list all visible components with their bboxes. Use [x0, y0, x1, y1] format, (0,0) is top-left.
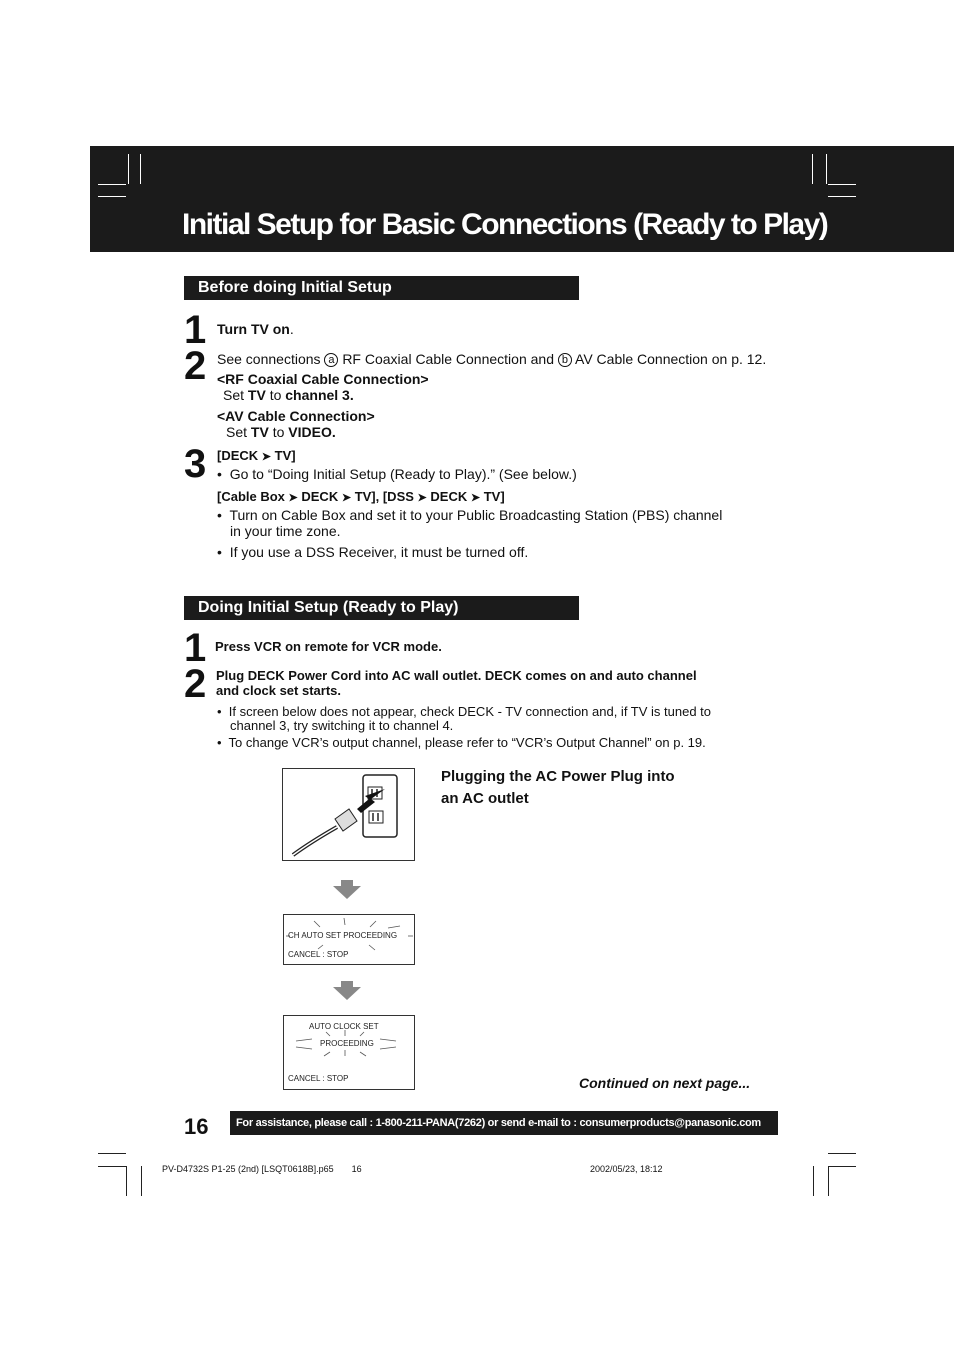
step-text: Press VCR on remote for VCR mode.: [215, 639, 442, 654]
bullet-item: • Turn on Cable Box and set it to your Public Broadcasting Station (PBS) channel: [217, 507, 723, 523]
continued-note: Continued on next page...: [579, 1075, 751, 1091]
step-number: 1: [184, 626, 207, 670]
crop-mark: [128, 154, 129, 184]
bullet-item-cont: in your time zone.: [230, 523, 341, 539]
crop-mark: [140, 154, 141, 184]
section-title-doing-setup: Doing Initial Setup (Ready to Play): [184, 596, 579, 620]
bullet-item: • To change VCR’s output channel, please refer to “VCR’s Output Channel” on p. 19.: [217, 735, 706, 750]
down-arrow-icon: [332, 981, 362, 1001]
crop-mark: [98, 1153, 126, 1154]
step-text: Turn TV on.: [217, 321, 294, 337]
page-number: 16: [184, 1114, 209, 1139]
crop-mark: [98, 196, 126, 197]
crop-mark: [126, 1166, 127, 1196]
step-number: 1: [184, 308, 207, 352]
crop-mark: [826, 154, 827, 184]
bullet-item: • Go to “Doing Initial Setup (Ready to Play).” (See below.): [217, 466, 577, 482]
arrow-right-icon: ➤: [261, 451, 272, 463]
crop-mark: [828, 1166, 856, 1167]
step-text: and clock set starts.: [216, 683, 341, 698]
crop-mark: [141, 1166, 142, 1196]
figure-caption: Plugging the AC Power Plug into an AC outlet: [441, 768, 675, 807]
page-title: Initial Setup for Basic Connections (Ready to Play): [182, 208, 828, 241]
step-number: 3: [184, 442, 207, 486]
bullet-item: • If screen below does not appear, check DECK - TV connection and, if TV is tuned to: [217, 704, 712, 719]
section-title-before-setup: Before doing Initial Setup: [184, 276, 579, 300]
crop-mark: [828, 184, 856, 185]
screen-text: PROCEEDING: [320, 1039, 374, 1048]
step-text: Plug DECK Power Cord into AC wall outlet. DECK comes on and auto channel: [216, 668, 697, 683]
bullet-item: • If you use a DSS Receiver, it must be turned off.: [217, 544, 529, 560]
crop-mark: [828, 1166, 829, 1196]
step-number: 2: [184, 344, 207, 388]
screen-text: CANCEL : STOP: [288, 1074, 349, 1083]
crop-mark: [812, 154, 813, 184]
print-slug: PV-D4732S P1-25 (2nd) [LSQT0618B].p65 16: [162, 1164, 362, 1174]
assistance-bar: For assistance, please call : 1-800-211-PANA(7262) or send e-mail to : consumerproducts@panasonic.com: [230, 1111, 778, 1135]
screen-text: AUTO CLOCK SET: [309, 1022, 379, 1031]
step-text: See connections a RF Coaxial Cable Connection and b AV Cable Connection on p. 12.: [217, 351, 767, 367]
av-heading: <AV Cable Connection>: [217, 408, 375, 424]
bullet-item-cont: channel 3, try switching it to channel 4.: [230, 718, 454, 733]
arrow-right-icon: ➤: [288, 492, 298, 504]
step-number: 2: [184, 662, 207, 706]
circle-label-a: a: [324, 353, 338, 367]
arrow-right-icon: ➤: [470, 492, 481, 504]
crop-mark: [98, 1166, 126, 1167]
av-instruction: Set TV to VIDEO.: [226, 424, 336, 440]
screen-text: CH AUTO SET PROCEEDING: [288, 931, 398, 940]
rf-heading: <RF Coaxial Cable Connection>: [217, 371, 429, 387]
circle-label-b: b: [558, 353, 572, 367]
down-arrow-icon: [332, 880, 362, 900]
arrow-right-icon: ➤: [341, 492, 352, 504]
tv-screen-clock-set: [283, 1015, 415, 1090]
plug-into-outlet-icon: [283, 769, 414, 860]
print-date: 2002/05/23, 18:12: [590, 1164, 663, 1174]
arrow-right-icon: ➤: [417, 492, 427, 504]
ac-outlet-illustration: [282, 768, 415, 861]
tv-screen-channel-set: [283, 914, 415, 965]
screen-text: CANCEL : STOP: [288, 950, 349, 959]
rf-instruction: Set TV to channel 3.: [223, 387, 354, 403]
cable-dss-heading: [Cable Box ➤ DECK ➤ TV], [DSS ➤ DECK ➤ TV]: [217, 489, 505, 504]
crop-mark: [828, 1153, 856, 1154]
deck-tv-heading: [DECK ➤ TV]: [217, 448, 296, 463]
crop-mark: [828, 196, 856, 197]
crop-mark: [813, 1166, 814, 1196]
crop-mark: [98, 184, 126, 185]
